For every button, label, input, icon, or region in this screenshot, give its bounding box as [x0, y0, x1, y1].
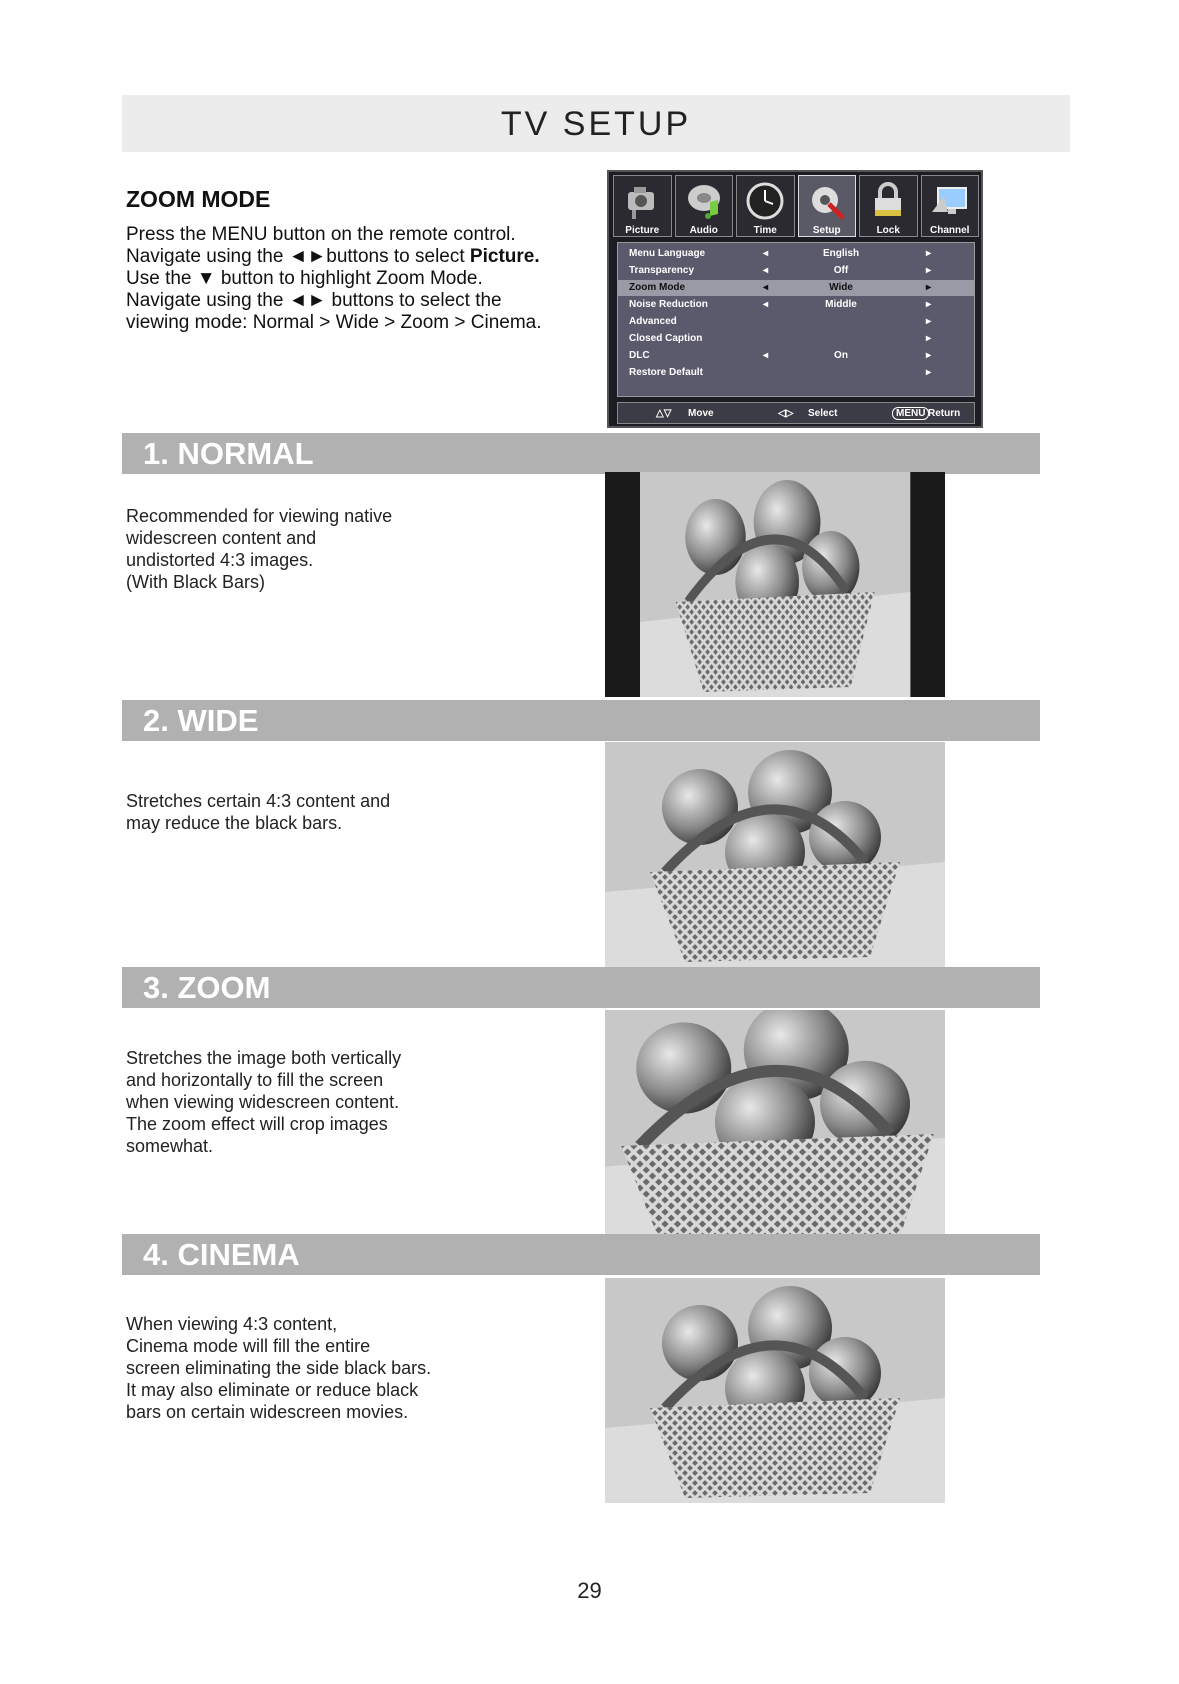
section-title-normal: 1. NORMAL [143, 436, 314, 471]
page-title: TV SETUP [500, 105, 692, 143]
section-text-cinema: When viewing 4:3 content, Cinema mode will fill the entire screen eliminating the side black bars. It may also eliminate or reduce black bars on certain widescreen movies. [126, 1314, 432, 1422]
right-arrow-icon: ▸ [926, 265, 932, 276]
section-title-wide: 2. WIDE [143, 703, 259, 738]
osd-footer-move: Move [688, 408, 714, 419]
left-arrow-icon: ◂ [763, 265, 769, 276]
photo-cinema [605, 1278, 945, 1503]
osd-row-closed-caption: Closed Caption ▸ [629, 333, 932, 344]
section-title-zoom: 3. ZOOM [143, 970, 271, 1005]
up-down-icon: △▽ [656, 408, 672, 419]
right-arrow-icon: ▸ [926, 350, 932, 361]
left-right-icon: ◁▷ [778, 408, 794, 419]
instruction-line: Navigate using the ◄►buttons to select Picture. [126, 246, 540, 267]
left-arrow-icon: ◂ [763, 248, 769, 259]
monitor-icon [930, 182, 970, 220]
osd-tab-setup: Setup [798, 175, 857, 237]
osd-tab-bar [613, 175, 979, 237]
section-title-cinema: 4. CINEMA [143, 1237, 300, 1272]
osd-row-noise-reduction: Noise Reduction ◂ Middle ▸ [629, 299, 932, 310]
osd-footer-select: Select [808, 408, 838, 419]
right-arrow-icon: ▸ [926, 282, 932, 293]
right-arrow-icon: ▸ [926, 248, 932, 259]
right-arrow-icon: ▸ [926, 367, 932, 378]
right-arrow-icon: ▸ [926, 316, 932, 327]
photo-zoom [605, 1010, 945, 1235]
osd-row-zoom-mode: Zoom Mode ◂ Wide ▸ [618, 280, 974, 296]
instruction-line: Press the MENU button on the remote control. [126, 224, 516, 245]
section-bar-wide [122, 700, 1040, 741]
photo-normal [605, 472, 945, 697]
left-arrow-icon: ◂ [763, 350, 769, 361]
clock-icon [745, 182, 785, 220]
section-text-wide: Stretches certain 4:3 content and may reduce the black bars. [126, 791, 391, 833]
menu-key-icon: MENU [892, 407, 929, 420]
instruction-line: viewing mode: Normal > Wide > Zoom > Cinema. [126, 312, 542, 333]
osd-tab-picture: Picture [613, 175, 672, 237]
osd-tab-audio: Audio [675, 175, 734, 237]
osd-tab-lock: Lock [859, 175, 918, 237]
section-text-normal: Recommended for viewing native widescreen content and undistorted 4:3 images. (With Black Bars) [126, 506, 393, 592]
osd-tab-channel: Channel [921, 175, 980, 237]
gear-wrench-icon [807, 182, 847, 220]
right-arrow-icon: ▸ [926, 333, 932, 344]
camera-icon [624, 182, 660, 220]
music-note-icon [684, 182, 724, 220]
osd-footer-return: Return [928, 408, 961, 419]
tv-osd-menu [607, 170, 983, 428]
page-number: 29 [577, 1578, 602, 1603]
osd-tab-time: Time [736, 175, 795, 237]
instruction-line: Navigate using the ◄► buttons to select the [126, 290, 502, 311]
zoom-mode-instructions [126, 224, 596, 334]
osd-row-dlc: DLC ◂ On ▸ [629, 350, 932, 361]
lock-icon [870, 182, 906, 220]
photo-wide [605, 742, 945, 967]
osd-row-menu-language: Menu Language ◂ English ▸ [629, 248, 932, 259]
osd-row-restore-default: Restore Default ▸ [629, 367, 932, 378]
left-arrow-icon: ◂ [763, 299, 769, 310]
osd-row-transparency: Transparency ◂ Off ▸ [629, 265, 932, 276]
osd-footer [617, 402, 975, 424]
right-arrow-icon: ▸ [926, 299, 932, 310]
zoom-mode-heading: ZOOM MODE [126, 186, 271, 212]
osd-menu-list [617, 242, 975, 397]
instruction-line: Use the ▼ button to highlight Zoom Mode. [126, 268, 483, 289]
osd-row-advanced: Advanced ▸ [629, 316, 932, 327]
left-arrow-icon: ◂ [763, 282, 769, 293]
section-text-zoom: Stretches the image both vertically and horizontally to fill the screen when viewing widescreen content. The zoom effect will crop images somewhat. [126, 1048, 402, 1156]
